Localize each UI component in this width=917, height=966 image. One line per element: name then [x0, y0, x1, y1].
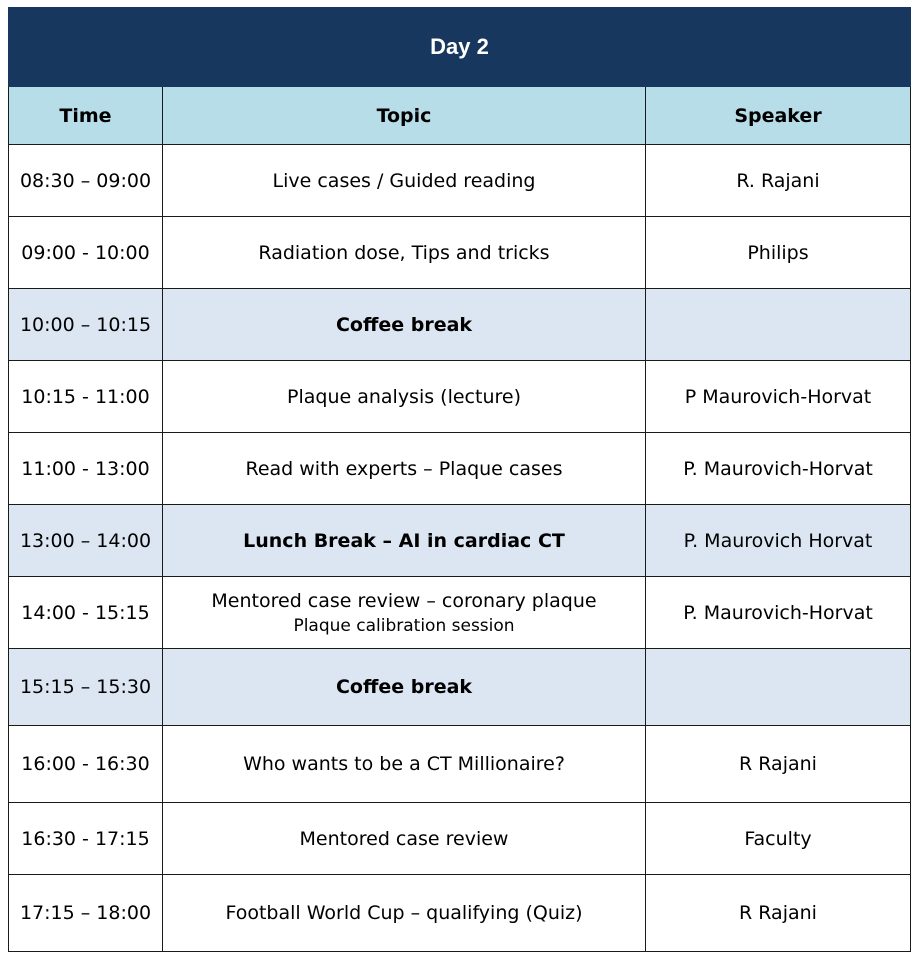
time-cell: 10:00 – 10:15 [9, 289, 163, 361]
topic-subtitle: Plaque calibration session [293, 615, 515, 636]
topic-cell: Plaque analysis (lecture) [163, 361, 646, 433]
topic-cell: Mentored case review [163, 803, 646, 875]
table-row [9, 875, 911, 952]
schedule-table [8, 7, 911, 952]
time-cell: 13:00 – 14:00 [9, 505, 163, 577]
table-row [9, 217, 911, 289]
time-cell: 09:00 - 10:00 [9, 217, 163, 289]
time-cell: 16:00 - 16:30 [9, 726, 163, 803]
table-row [9, 361, 911, 433]
time-cell: 15:15 – 15:30 [9, 649, 163, 726]
title-row [9, 8, 911, 87]
time-cell: 17:15 – 18:00 [9, 875, 163, 952]
break-row [9, 649, 911, 726]
topic-cell: Live cases / Guided reading [163, 145, 646, 217]
topic-cell: Coffee break [163, 649, 646, 726]
speaker-cell [646, 289, 911, 361]
speaker-cell: P. Maurovich Horvat [646, 505, 911, 577]
table-row [9, 577, 911, 649]
column-header-speaker: Speaker [646, 87, 911, 145]
speaker-cell [646, 649, 911, 726]
break-row [9, 289, 911, 361]
topic-main: Mentored case review – coronary plaque [211, 589, 597, 612]
speaker-cell: R Rajani [646, 875, 911, 952]
table-row [9, 145, 911, 217]
topic-cell: Lunch Break – AI in cardiac CT [163, 505, 646, 577]
topic-cell: Coffee break [163, 289, 646, 361]
speaker-cell: Faculty [646, 803, 911, 875]
speaker-cell: R Rajani [646, 726, 911, 803]
time-cell: 11:00 - 13:00 [9, 433, 163, 505]
table-row [9, 803, 911, 875]
speaker-cell: P. Maurovich-Horvat [646, 433, 911, 505]
speaker-cell: Philips [646, 217, 911, 289]
speaker-cell: R. Rajani [646, 145, 911, 217]
time-cell: 16:30 - 17:15 [9, 803, 163, 875]
table-row [9, 433, 911, 505]
schedule-title: Day 2 [9, 8, 911, 87]
break-row [9, 505, 911, 577]
topic-cell: Football World Cup – qualifying (Quiz) [163, 875, 646, 952]
speaker-cell: P Maurovich-Horvat [646, 361, 911, 433]
topic-cell [163, 577, 646, 649]
column-header-time: Time [9, 87, 163, 145]
table-row [9, 726, 911, 803]
time-cell: 14:00 - 15:15 [9, 577, 163, 649]
topic-cell: Read with experts – Plaque cases [163, 433, 646, 505]
speaker-cell: P. Maurovich-Horvat [646, 577, 911, 649]
time-cell: 08:30 – 09:00 [9, 145, 163, 217]
topic-cell: Who wants to be a CT Millionaire? [163, 726, 646, 803]
column-header-topic: Topic [163, 87, 646, 145]
header-row [9, 87, 911, 145]
time-cell: 10:15 - 11:00 [9, 361, 163, 433]
topic-cell: Radiation dose, Tips and tricks [163, 217, 646, 289]
